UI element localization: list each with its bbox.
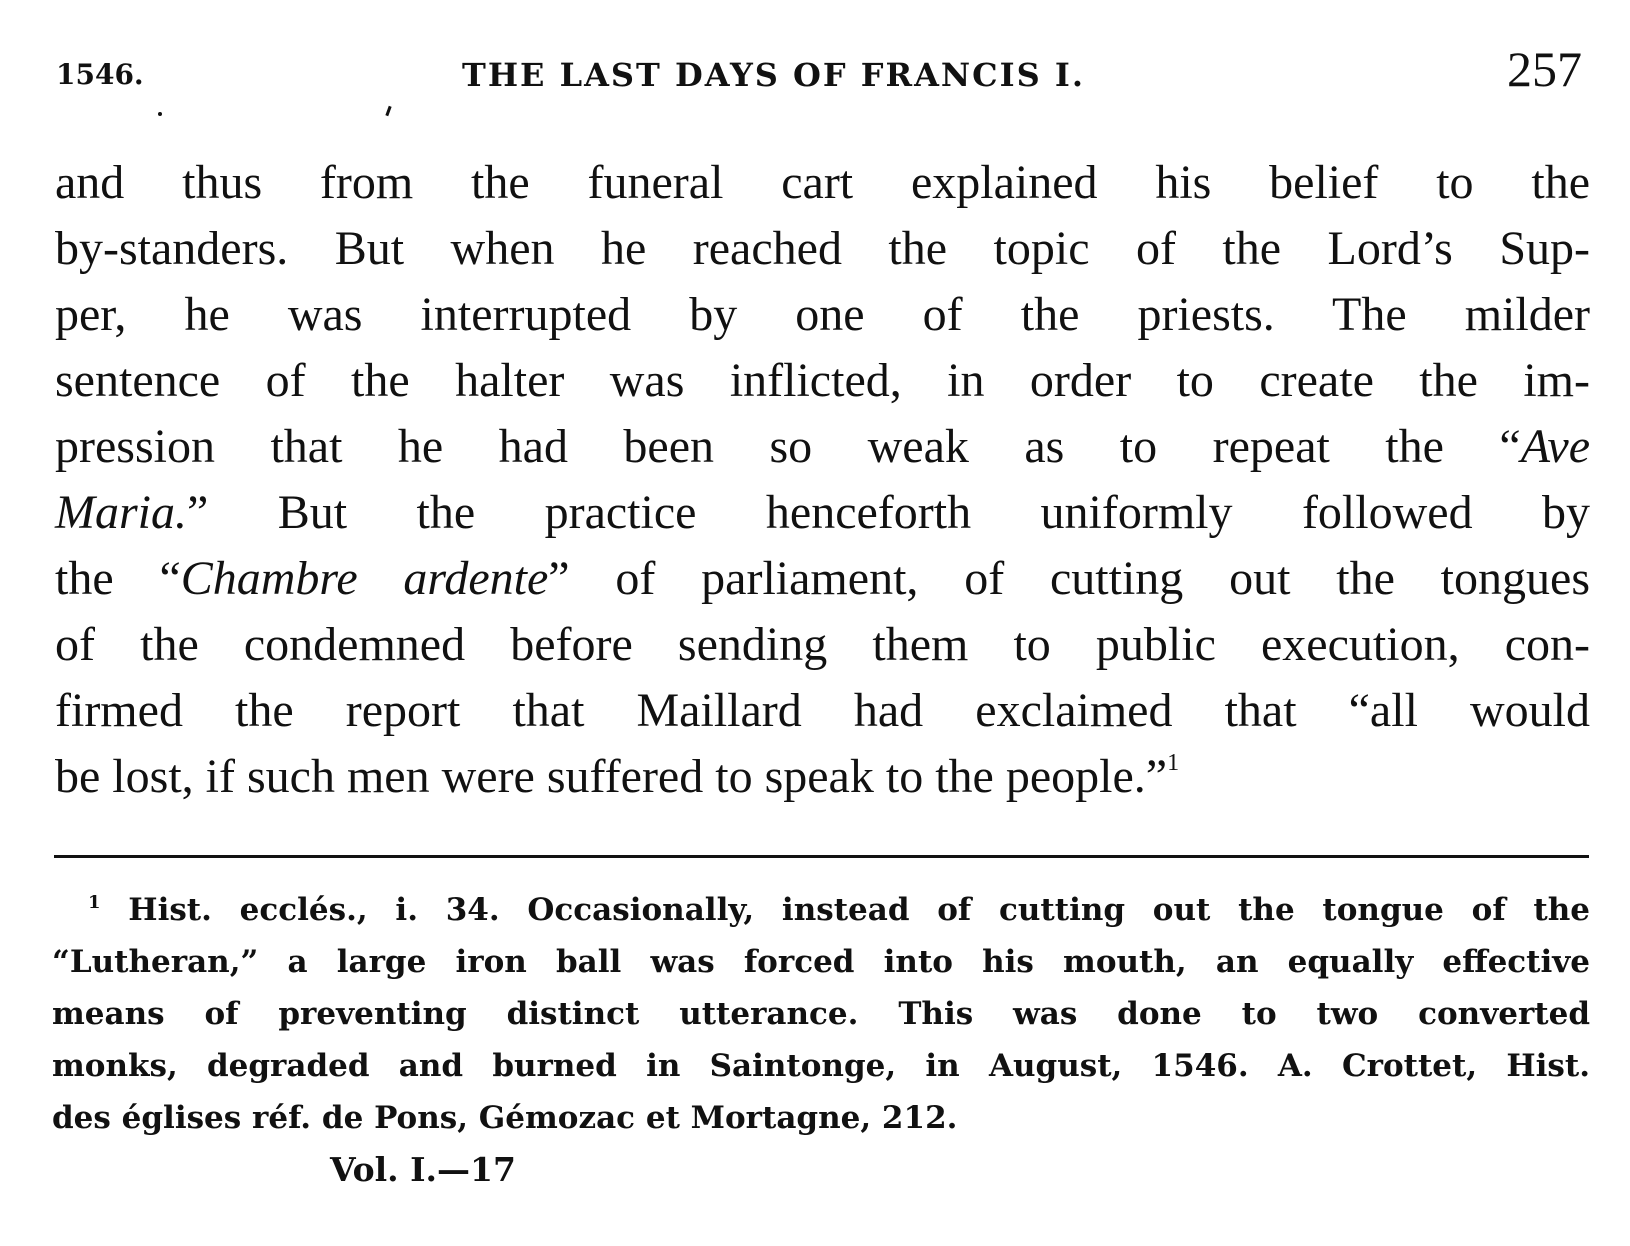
volume-signature: Vol. I.—17: [330, 1150, 516, 1189]
footnote-marker: 1: [88, 892, 101, 913]
body-line-text: pression that he had been so weak as to repeat the “: [55, 420, 1521, 473]
print-speck: [385, 106, 391, 116]
body-line: [55, 546, 1590, 612]
footnote-line-text: Hist. ecclés., i. 34. Occasionally, instead of cutting out the tongue of the: [128, 892, 1590, 928]
running-head: [52, 40, 1582, 100]
footnote-line: “Lutheran,” a large iron ball was forced into his mouth, an equally effective: [52, 944, 1590, 980]
footnote-line: means of preventing distinct utterance. This was done to two converted: [52, 996, 1590, 1032]
body-line: [55, 744, 1590, 810]
body-paragraph: [55, 150, 1590, 810]
body-line: [55, 480, 1590, 546]
body-line-text: ” of parliament, of cutting out the tongues: [548, 552, 1590, 605]
italic-phrase: Maria.: [55, 486, 187, 539]
footnote-line: monks, degraded and burned in Saintonge, in August, 1546. A. Crottet, Hist.: [52, 1048, 1590, 1084]
running-head-year: 1546.: [56, 58, 144, 91]
body-line: of the condemned before sending them to public execution, con-: [55, 618, 1590, 671]
footnote-divider: [54, 855, 1589, 858]
body-line-text: the “: [55, 552, 181, 605]
footnote: [52, 884, 1590, 1144]
italic-phrase: Chambre ardente: [180, 552, 549, 605]
footnote-line: [52, 884, 1590, 936]
body-line: and thus from the funeral cart explained his belief to the: [55, 156, 1590, 209]
body-line: firmed the report that Maillard had exclaimed that “all would: [55, 684, 1590, 737]
body-line-text: ” But the practice henceforth uniformly followed by: [187, 486, 1590, 539]
page-number: 257: [1507, 41, 1582, 97]
footnote-reference: 1: [1167, 750, 1180, 776]
body-line: sentence of the halter was inflicted, in order to create the im-: [55, 354, 1590, 407]
body-line: [55, 414, 1590, 480]
italic-phrase: Ave: [1520, 420, 1590, 473]
print-speck: [158, 112, 162, 116]
body-line: by-standers. But when he reached the topic of the Lord’s Sup-: [55, 222, 1590, 275]
body-line-text: be lost, if such men were suffered to speak to the people.”: [55, 750, 1168, 803]
running-head-title: THE LAST DAYS OF FRANCIS I.: [462, 56, 1085, 94]
body-line: per, he was interrupted by one of the priests. The milder: [55, 288, 1590, 341]
footnote-line: des églises réf. de Pons, Gémozac et Mortagne, 212.: [52, 1100, 958, 1136]
